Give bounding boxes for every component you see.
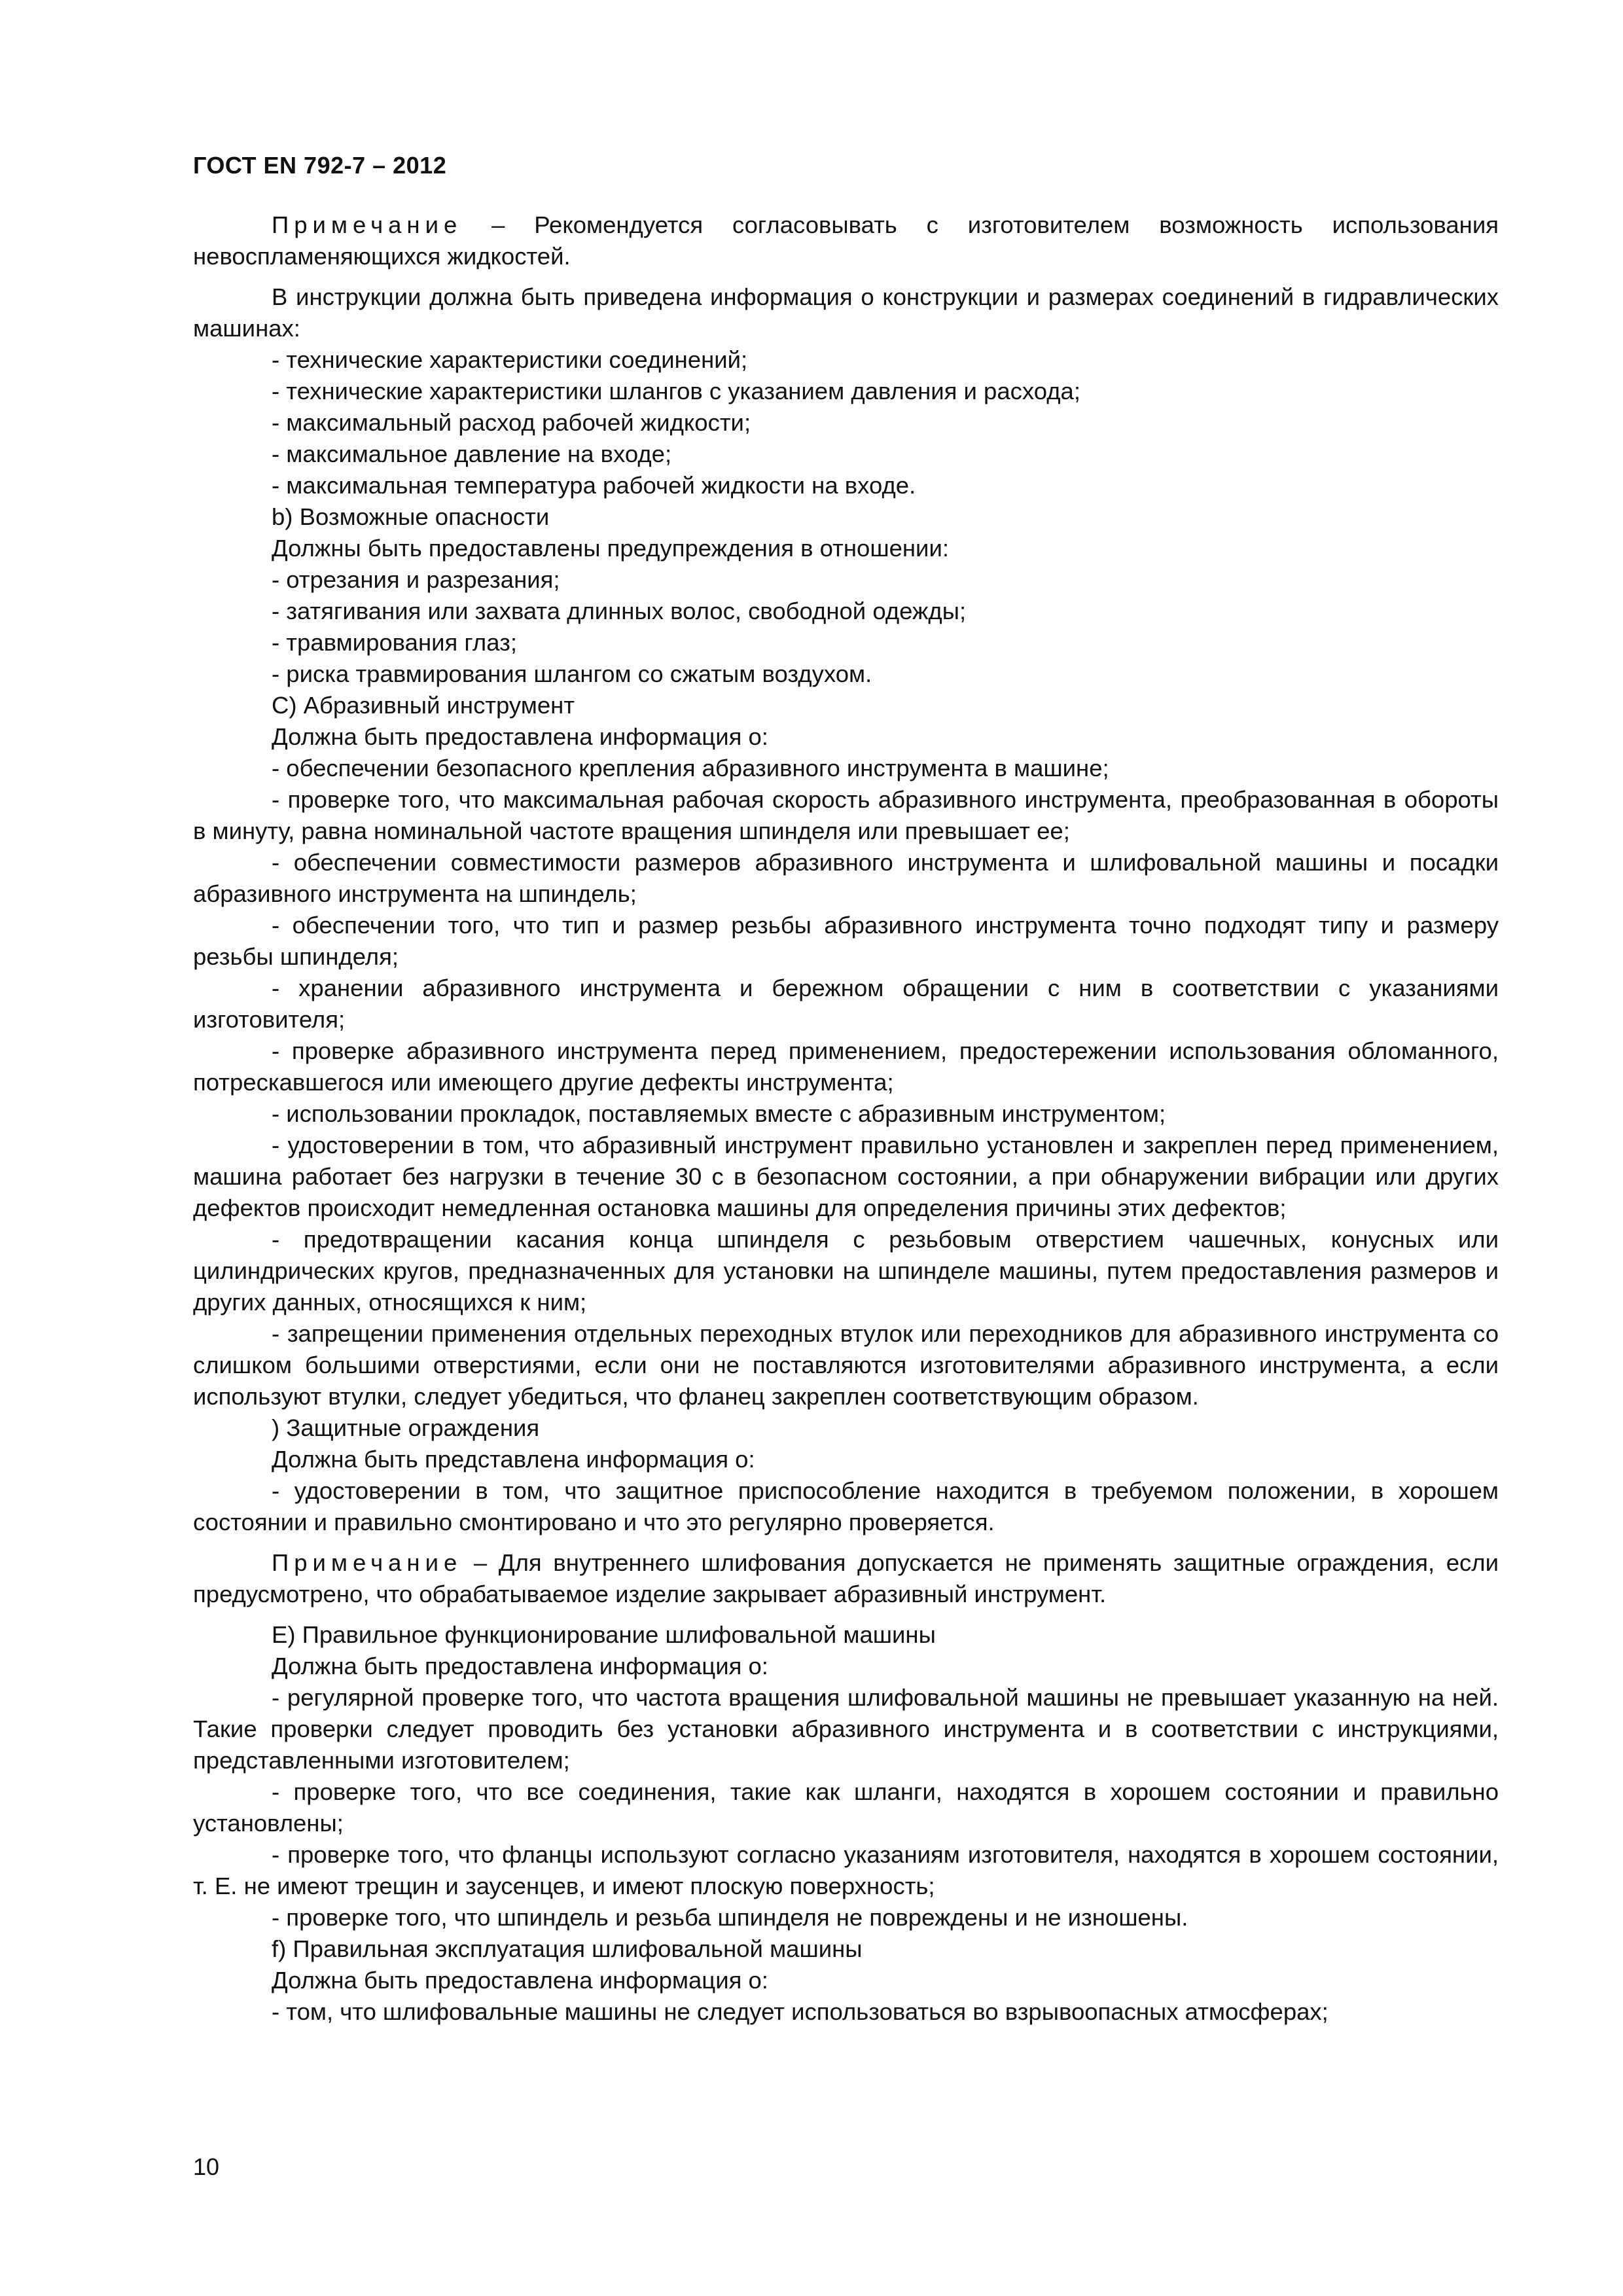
section-heading: f) Правильная эксплуатация шлифовальной машины [272, 1935, 863, 1962]
list-item: - обеспечении совместимости размеров абразивного инструмента и шлифовальной машины и посадки абразивного инструмента на шпиндель; [193, 849, 1499, 907]
list-item: - технические характеристики соединений; [272, 346, 748, 373]
document-header: ГОСТ EN 792-7 – 2012 [193, 152, 447, 179]
list-item: - технические характеристики шлангов с указанием давления и расхода; [272, 378, 1080, 404]
section-heading: С) Абразивный инструмент [272, 692, 575, 719]
paragraph: Должна быть предоставлена информация о: [272, 723, 768, 750]
list-item: - запрещении применения отдельных переходных втулок или переходников для абразивного инструмента со слишком большими отверстиями, если они не поставляются изготовителями абразивного инструмента, а если используют втулки, следует убедиться, что фланец закреплен соответствующим образом. [193, 1320, 1499, 1410]
note-paragraph [193, 1547, 1499, 1610]
list-item: - обеспечении того, что тип и размер резьбы абразивного инструмента точно подходят типу и размеру резьбы шпинделя; [193, 912, 1499, 970]
note-label: Примечание [272, 1549, 463, 1576]
paragraph: В инструкции должна быть приведена информация о конструкции и размерах соединений в гидравлических машинах: [193, 283, 1499, 342]
note-paragraph [193, 209, 1499, 272]
list-item: - травмирования глаз; [272, 629, 517, 656]
list-item: - обеспечении безопасного крепления абразивного инструмента в машине; [272, 755, 1109, 781]
list-item: - предотвращении касания конца шпинделя с резьбовым отверстием чашечных, конусных или цилиндрических кругов, предназначенных для установки на шпинделе машины, путем предоставления размеров и других данных, относящихся к ним; [193, 1226, 1499, 1316]
paragraph: Должна быть предоставлена информация о: [272, 1653, 768, 1679]
section-heading: b) Возможные опасности [272, 503, 550, 530]
list-item: - отрезания и разрезания; [272, 566, 560, 593]
note-text: – Рекомендуется согласовывать с изготовителем возможность использования невоспламеняющихся жидкостей. [193, 211, 1499, 270]
list-item: - проверке того, что шпиндель и резьба шпинделя не повреждены и не изношены. [272, 1904, 1188, 1931]
paragraph: Должны быть предоставлены предупреждения в отношении: [272, 535, 949, 562]
page-number: 10 [193, 2153, 220, 2180]
list-item: - максимальный расход рабочей жидкости; [272, 409, 751, 436]
paragraph: Должна быть представлена информация о: [272, 1446, 755, 1473]
list-item: - использовании прокладок, поставляемых вместе с абразивным инструментом; [272, 1100, 1166, 1127]
list-item: - хранении абразивного инструмента и бережном обращении с ним в соответствии с указаниями изготовителя; [193, 975, 1499, 1033]
list-item: - максимальная температура рабочей жидкости на входе. [272, 472, 916, 499]
list-item: - том, что шлифовальные машины не следует использоваться во взрывоопасных атмосферах; [272, 1998, 1329, 2025]
list-item: - проверке того, что максимальная рабочая скорость абразивного инструмента, преобразованная в обороты в минуту, равна номинальной частоте вращения шпинделя или превышает ее; [193, 786, 1499, 844]
list-item: - проверке того, что все соединения, такие как шланги, находятся в хорошем состоянии и правильно установлены; [193, 1778, 1499, 1837]
list-item: - затягивания или захвата длинных волос, свободной одежды; [272, 598, 967, 624]
list-item: - удостоверении в том, что защитное приспособление находится в требуемом положении, в хорошем состоянии и правильно смонтировано и что это регулярно проверяется. [193, 1477, 1499, 1535]
section-heading: ) Защитные ограждения [272, 1414, 540, 1441]
list-item: - удостоверении в том, что абразивный инструмент правильно установлен и закреплен перед применением, машина работает без нагрузки в течение 30 с в безопасном состоянии, а при обнаружении вибрации или других дефектов происходит немедленная остановка машины для определения причины этих дефектов; [193, 1132, 1499, 1221]
list-item: - риска травмирования шлангом со сжатым воздухом. [272, 660, 872, 687]
paragraph: Должна быть предоставлена информация о: [272, 1967, 768, 1994]
list-item: - проверке того, что фланцы используют согласно указаниям изготовителя, находятся в хорошем состоянии, т. Е. не имеют трещин и заусенцев, и имеют плоскую поверхность; [193, 1841, 1499, 1899]
list-item: - максимальное давление на входе; [272, 440, 672, 467]
note-text: – Для внутреннего шлифования допускается не применять защитные ограждения, если предусмотрено, что обрабатываемое изделие закрывает абразивный инструмент. [193, 1549, 1499, 1607]
section-heading: Е) Правильное функционирование шлифовальной машины [272, 1621, 936, 1648]
list-item: - проверке абразивного инструмента перед применением, предостережении использования обломанного, потрескавшегося или имеющего другие дефекты инструмента; [193, 1037, 1499, 1096]
document-body [193, 209, 1499, 2028]
list-item: - регулярной проверке того, что частота вращения шлифовальной машины не превышает указанную на ней. Такие проверки следует проводить без установки абразивного инструмента и в соответствии с инструкциями, представленными изготовителем; [193, 1684, 1499, 1774]
note-label: Примечание [272, 211, 463, 238]
